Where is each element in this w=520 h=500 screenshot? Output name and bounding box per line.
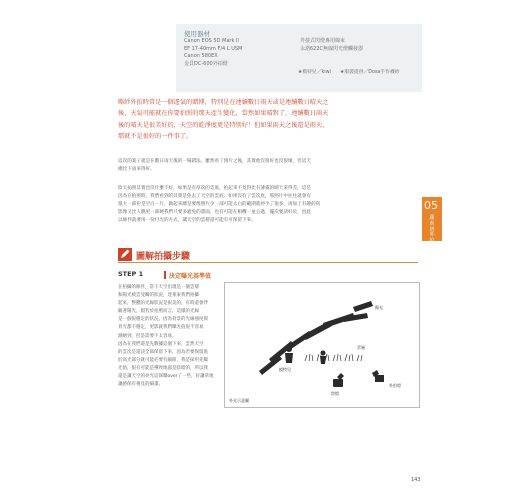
equipment-list-left: [184, 38, 242, 68]
equipment-item: EF 17-40mm F/4 L USM: [184, 45, 243, 52]
body-line: 總比下雨來得好。: [118, 167, 155, 172]
body-line: 光值，很有可能是導致地部是陰暗的，所以我: [118, 365, 208, 371]
body-line: 讓感保有視見的細畫。: [118, 382, 163, 388]
equipment-item: 金貝DC-600外拍燈: [184, 60, 228, 67]
section-header: [118, 246, 418, 264]
body-line: 在拍攝的條件，當下天空出現是一個雲層: [118, 285, 199, 290]
body-line: 影像又比人瞧更一部硬我們只要多避免的畫面，也有可能在相機一並公過、擺次要諸好於，因此: [118, 210, 311, 215]
step-subtitle: 決定曝光基準值: [169, 273, 212, 280]
equipment-item: 永諾622C無線閃光燈觸發器: [300, 45, 364, 52]
equipment-box: [176, 24, 422, 92]
credits: [298, 68, 400, 75]
body-paragraph-3: [118, 284, 218, 389]
lead-line: 那就不是很好的一件事了。: [118, 132, 193, 140]
section-title: 圖解拍攝步驟: [136, 252, 191, 262]
page-number: 143: [411, 477, 421, 483]
body-line: 很大一部份是空白一片，做起來總是要像照片少一部可能太白的範圍就停少了很多，再加上有趣的寫: [118, 202, 321, 207]
body-line: 的雲次是還決全部保留下來，因為若要保留底: [118, 349, 208, 355]
equipment-title: 使用器材: [184, 30, 210, 38]
body-line: 背光都不穩定，更影就我們曝光值很不容易: [118, 325, 204, 331]
credit-clothing: ★服裝提供／Dosa手作襪紗: [340, 70, 400, 75]
label-clouds: 雲層: [357, 345, 365, 350]
lead-line: 後的晴天是很美好的，天空的乾淨度更是特別好！但如果雨天之後還是雨天，: [118, 121, 329, 129]
body-line: 於高光部分就可能必要有細節，我是採用先曝: [118, 357, 208, 363]
body-paragraph-2: [118, 185, 418, 225]
body-line: 測繪到，但是需要不太容易。: [118, 333, 177, 339]
equipment-list-right: [300, 38, 363, 53]
body-line: 起來，整體的光線狀況是很美的，有時還會伴: [118, 301, 208, 307]
step-label: STEP 1: [118, 270, 144, 278]
lighting-diagram: [224, 282, 420, 408]
body-line: 還是讓天空的亮光這保曝over了一些，好讓草地: [118, 374, 214, 380]
step-separator: [164, 271, 166, 279]
chapter-title: 蘿莉塔外拍: [429, 215, 435, 245]
diagram-caption: 外光示意圖: [229, 398, 249, 403]
label-sunlight: 陽光: [375, 305, 383, 310]
credit-model: ★模特兒／kiwi: [298, 70, 331, 75]
equipment-item: 外接式閃燈專用線束: [300, 38, 346, 44]
lead-line: 略紗外拍時常是一個遙氣的賭博，特別是在連續數日雨天或是連續數日晴天之: [118, 99, 329, 106]
label-flash: 閃燈: [331, 391, 339, 396]
body-line: 和陽光被雲受關的狀況，達萊東我們拍攝: [118, 293, 199, 299]
body-line: 這次的案子就是在數日雨天後的一場錯法，雖然看了預片之後，其實他沒很好也沒很壞，但這天: [118, 159, 311, 164]
lead-paragraph: [118, 97, 418, 142]
chapter-tab: [422, 197, 442, 245]
equipment-item: Canon 580EX: [184, 53, 218, 60]
body-line: 因為在拍照時，我們看到的其實是免去了天空的雲底；如果沒有了雲次底，那照片中往往就會有: [118, 194, 311, 199]
section-divider: [118, 262, 418, 263]
label-model: 模特兒: [279, 367, 291, 372]
chapter-number: 05: [424, 199, 438, 212]
label-strobe: 外拍燈: [389, 383, 401, 388]
body-line: 隨著陽光，假若於拍照而言，這樣的光線: [118, 309, 199, 315]
body-line: 以條件就要用一份付光的方式，讓天空的雲層還可能有可保留下來。: [118, 218, 256, 223]
equipment-item: Canon EOS 5D Mark II: [184, 38, 239, 44]
body-line: 是一個很穩定的狀況，因為背景的光線強度與: [118, 317, 208, 323]
body-line: 陰天拍照其實也沒什麼不好，如果是有厚次的雲底，拍起來不見得比有薄霧的晴天來得差，這是: [118, 186, 311, 191]
pencil-icon: [118, 248, 132, 261]
body-paragraph-1: [118, 158, 418, 174]
body-line: 因為在我們還是先數據這個下來，雲然天空: [118, 341, 204, 347]
lead-line: 後，天氣可能就在你要拍照的那天產生變化，當然如果晴對了，連續數日雨天: [118, 110, 329, 118]
